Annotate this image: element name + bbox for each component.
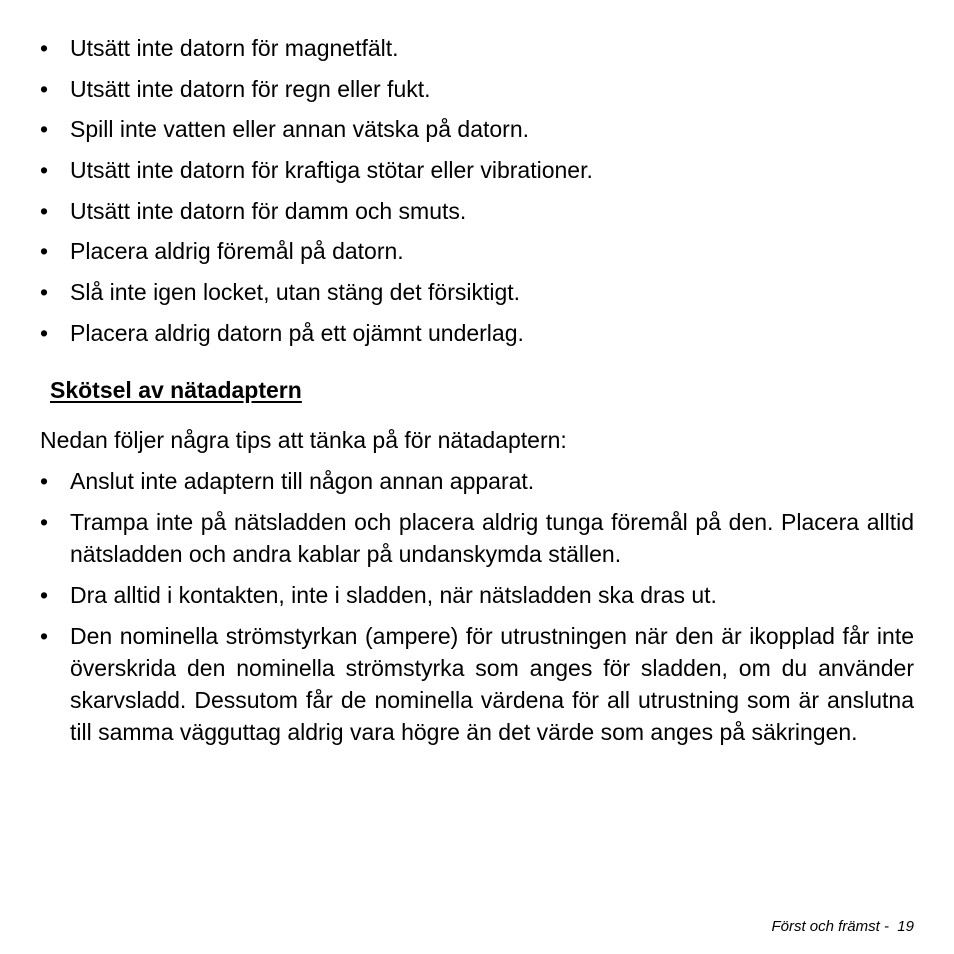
- list-item: [40, 620, 914, 748]
- list-item-text: Utsätt inte datorn för magnetfält.: [70, 35, 399, 61]
- list-item: [40, 32, 914, 64]
- list-item-text: Utsätt inte datorn för regn eller fukt.: [70, 75, 431, 102]
- bullet-icon: •: [40, 157, 49, 184]
- list-item: [40, 465, 914, 497]
- list-item: [40, 276, 914, 308]
- list-item: [40, 317, 914, 349]
- list-item-text: Placera aldrig datorn på ett ojämnt underlag.: [70, 319, 524, 346]
- list-item-text: Spill inte vatten eller annan vätska på datorn.: [70, 116, 530, 143]
- list-item-text: Anslut inte adaptern till någon annan apparat.: [70, 468, 535, 494]
- bullet-icon: •: [40, 238, 49, 265]
- bullet-icon: •: [40, 319, 49, 346]
- list-item: [40, 154, 914, 186]
- list-item: [40, 195, 914, 227]
- list-item: [40, 113, 914, 145]
- list-item-text: Dra alltid i kontakten, inte i sladden, när nätsladden ska dras ut.: [70, 582, 717, 608]
- list-item-text: Utsätt inte datorn för damm och smuts.: [70, 197, 467, 224]
- list-item: [40, 579, 914, 611]
- list-item-text: Utsätt inte datorn för kraftiga stötar eller vibrationer.: [70, 157, 593, 184]
- bullet-icon: •: [40, 75, 49, 102]
- list-item: [40, 73, 914, 105]
- section-intro: Nedan följer några tips att tänka på för nätadaptern:: [40, 427, 567, 453]
- page-footer: Först och främst - 19: [771, 918, 914, 935]
- list-item-text: Trampa inte på nätsladden och placera aldrig tunga föremål på den. Placera alltid nätsladden och andra kablar på undanskymda ställen.: [70, 509, 914, 567]
- adapter-tips-list: [40, 465, 914, 757]
- list-item-text: Placera aldrig föremål på datorn.: [70, 238, 404, 265]
- list-item: [40, 235, 914, 267]
- bullet-icon: •: [40, 116, 49, 143]
- bullet-icon: •: [40, 509, 49, 535]
- section-heading: Skötsel av nätadaptern: [50, 377, 302, 403]
- bullet-icon: •: [40, 35, 49, 61]
- list-item: [40, 506, 914, 570]
- bullet-icon: •: [40, 279, 49, 306]
- bullet-icon: •: [40, 468, 49, 494]
- list-item-text: Slå inte igen locket, utan stäng det försiktigt.: [70, 279, 521, 306]
- bullet-icon: •: [40, 582, 49, 608]
- safety-list: [40, 32, 914, 358]
- list-item-text: Den nominella strömstyrkan (ampere) för utrustningen när den är ikopplad får inte överskrida den nominella strömstyrka som anges för sladden, om du använder skarvsladd. Dessutom får de nominella värdena för all utrustning som är anslutna till samma vägguttag aldrig vara högre än det värde som anges på säkringen.: [70, 623, 914, 745]
- bullet-icon: •: [40, 197, 49, 224]
- bullet-icon: •: [40, 623, 49, 649]
